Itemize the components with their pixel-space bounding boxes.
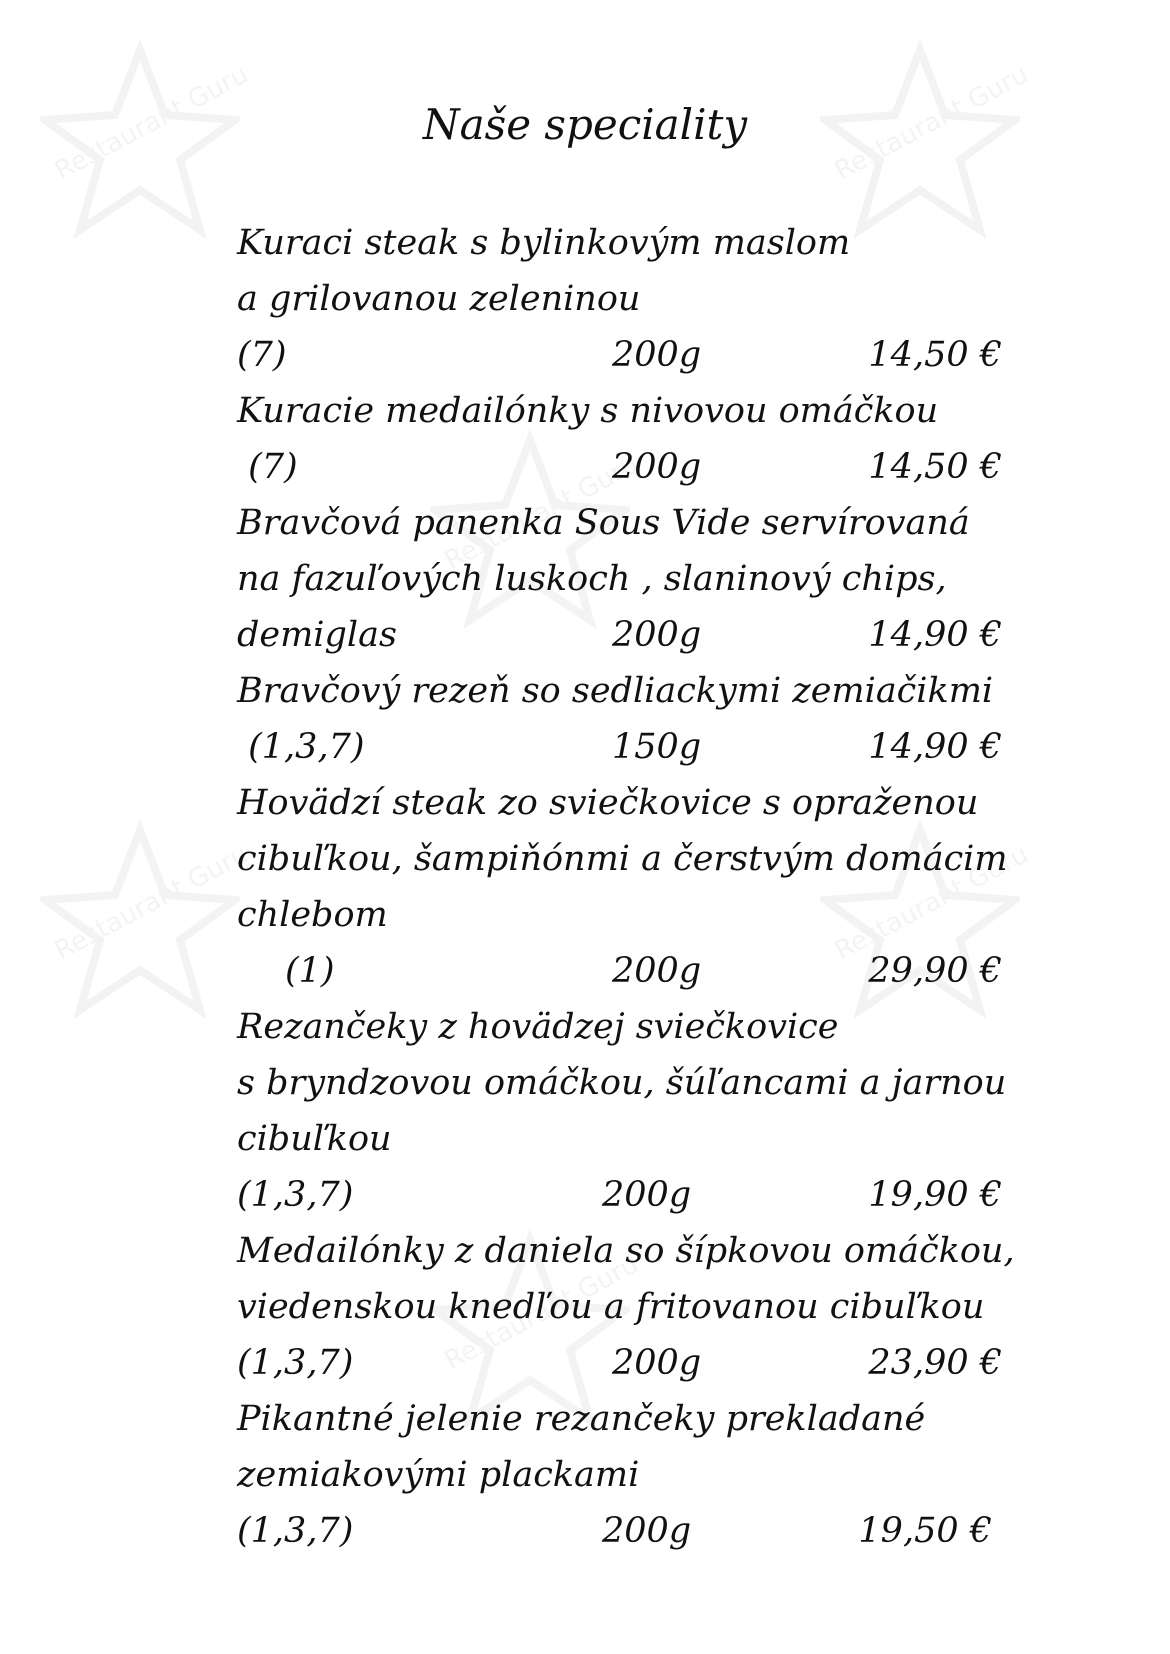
dish-details	[237, 439, 1027, 495]
dish-name: cibuľkou	[237, 1119, 392, 1159]
price: 14,50 €	[868, 447, 1002, 487]
dish-name: viedenskou knedľou a fritovanou cibuľkou	[237, 1287, 985, 1327]
restaurant-guru-logo-icon	[40, 820, 240, 1020]
price: 14,50 €	[868, 335, 1002, 375]
dish-name: cibuľkou, šampiňónmi a čerstvým domácim	[237, 839, 1008, 879]
allergens: (1,3,7)	[237, 727, 365, 767]
page-title: Naše speciality	[422, 100, 748, 149]
menu-item	[237, 383, 1027, 495]
menu-item	[237, 999, 1027, 1223]
allergens: (1,3,7)	[237, 1343, 354, 1383]
price: 14,90 €	[868, 615, 1002, 655]
price: 23,90 €	[868, 1343, 1002, 1383]
menu-item	[237, 215, 1027, 383]
dish-name: Pikantné jelenie rezančeky prekladané	[237, 1399, 926, 1439]
weight: 200g	[612, 447, 702, 487]
menu-item	[237, 1391, 1027, 1559]
dish-name: Medailónky z daniela so šípkovou omáčkou,	[237, 1231, 1015, 1271]
dish-name: a grilovanou zeleninou	[237, 279, 641, 319]
dish-name: Bravčový rezeň so sedliackymi zemiačikmi	[237, 671, 994, 711]
dish-details	[237, 943, 1027, 999]
dish-details	[237, 1503, 1027, 1559]
price: 19,90 €	[868, 1175, 1002, 1215]
menu-item	[237, 775, 1027, 999]
dish-details	[237, 1167, 1027, 1223]
allergens: (7)	[237, 335, 287, 375]
price: 19,50 €	[858, 1511, 992, 1551]
dish-name: Kuracie medailónky s nivovou omáčkou	[237, 391, 939, 431]
dish-details	[237, 719, 1027, 775]
weight: 200g	[602, 1511, 692, 1551]
menu-item	[237, 495, 1027, 663]
dish-details	[237, 327, 1027, 383]
allergens: (7)	[237, 447, 298, 487]
dish-name: Kuraci steak s bylinkovým maslom	[237, 223, 851, 263]
dish-name: Hovädzí steak zo sviečkovice s opraženou	[237, 783, 979, 823]
dish-name: s bryndzovou omáčkou, šúľancami a jarnou	[237, 1063, 1007, 1103]
price: 29,90 €	[868, 951, 1002, 991]
weight: 200g	[612, 951, 702, 991]
allergens: (1,3,7)	[237, 1511, 354, 1551]
dish-name-tail: demiglas	[237, 615, 397, 655]
dish-name: chlebom	[237, 895, 388, 935]
dish-name: Bravčová panenka Sous Vide servírovaná	[237, 503, 970, 543]
dish-details	[237, 1335, 1027, 1391]
dish-details	[237, 607, 1027, 663]
watermark-text	[50, 839, 253, 966]
weight: 200g	[612, 335, 702, 375]
weight: 200g	[612, 1343, 702, 1383]
weight: 200g	[602, 1175, 692, 1215]
weight: 150g	[612, 727, 702, 767]
weight: 200g	[612, 615, 702, 655]
menu-list	[237, 215, 1027, 1559]
menu-item	[237, 663, 1027, 775]
dish-name: zemiakovými plackami	[237, 1455, 640, 1495]
dish-name: Rezančeky z hovädzej sviečkovice	[237, 1007, 839, 1047]
allergens: (1)	[285, 951, 335, 991]
dish-name: na fazuľových luskoch , slaninový chips,	[237, 559, 947, 599]
allergens: (1,3,7)	[237, 1175, 354, 1215]
menu-item	[237, 1223, 1027, 1391]
price: 14,90 €	[868, 727, 1002, 767]
